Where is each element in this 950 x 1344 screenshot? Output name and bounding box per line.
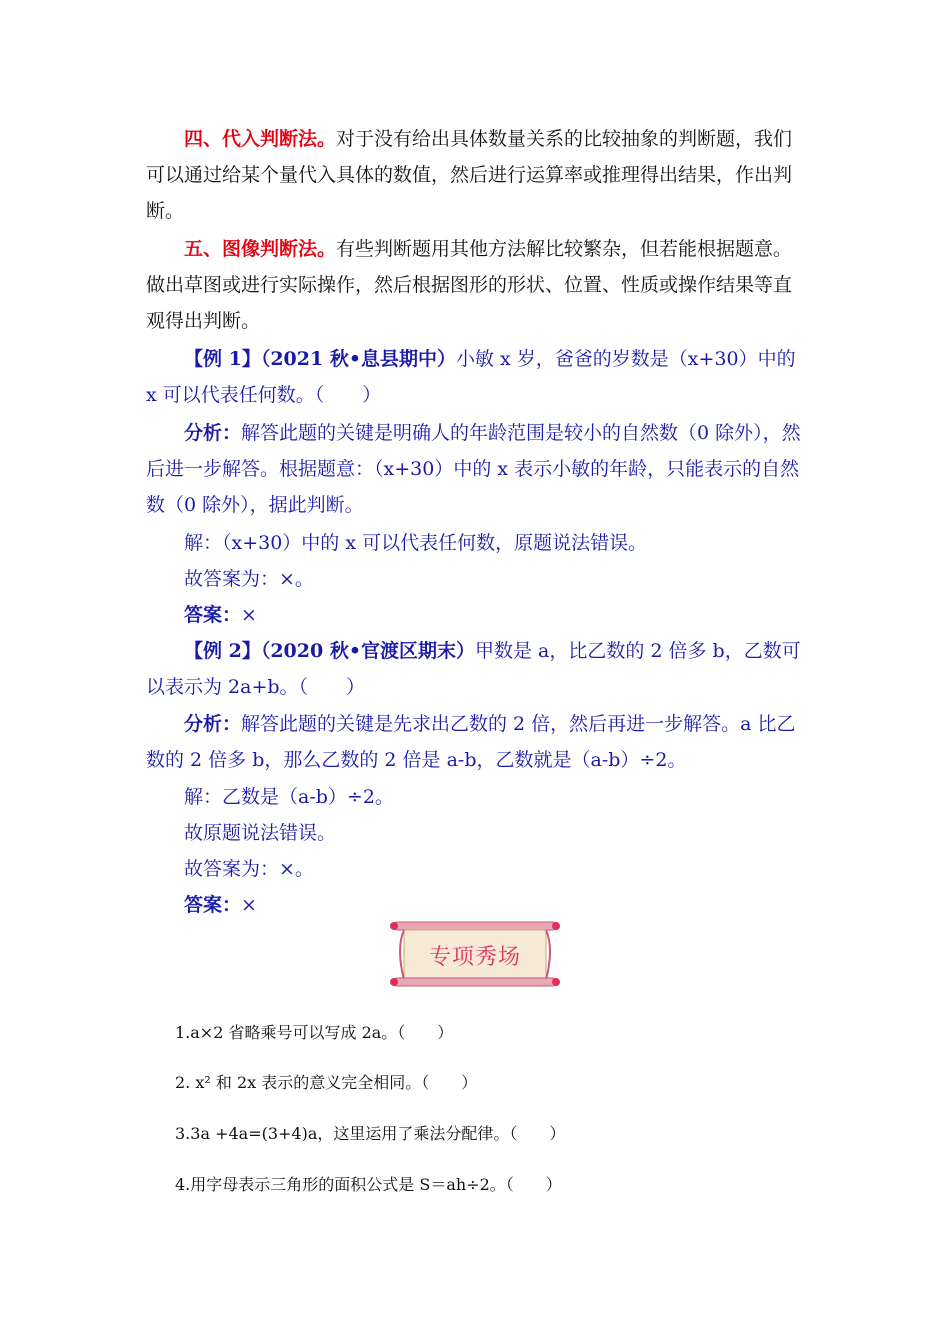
example-1-solution: 解：（x+30）中的 x 可以代表任何数，原题说法错误。: [184, 532, 648, 554]
example-1-analysis: [146, 415, 806, 523]
exercise-4: 4.用字母表示三角形的面积公式是 S＝ah÷2。（ ）: [175, 1175, 562, 1194]
example-1-answer: [184, 597, 257, 633]
example-2-question-text: 甲数是 a，比乙数的 2 倍多 b，乙数可以表示为 2a+b。（ ）: [146, 640, 801, 698]
section-4-heading: 四、代入判断法。: [184, 128, 337, 150]
example-1-answer-note: 故答案为：×。: [184, 568, 314, 590]
exercise-2: 2. x² 和 2x 表示的意义完全相同。（ ）: [175, 1073, 478, 1092]
example-2-solution: 解：乙数是（a-b）÷2。: [184, 786, 394, 808]
section-5-paragraph: [146, 231, 806, 339]
section-5-text: 有些判断题用其他方法解比较繁杂，但若能根据题意。做出草图或进行实际操作，然后根据图形的形状、位置、性质或操作结果等直观得出判断。: [146, 238, 793, 332]
banner-title: 专项秀场: [428, 945, 521, 970]
example-2-question: [146, 633, 806, 705]
example-2-answer-note: 故答案为：×。: [184, 858, 314, 880]
section-4-text: 对于没有给出具体数量关系的比较抽象的判断题，我们可以通过给某个量代入具体的数值，然后进行运算率或推理得出结果，作出判断。: [146, 128, 793, 222]
example-1-answer-label: 答案：: [184, 604, 242, 626]
example-1-label: 【例 1】（2021 秋•息县期中）: [184, 348, 456, 370]
exercise-1: 1.a×2 省略乘号可以写成 2a。（ ）: [175, 1023, 454, 1042]
example-2-analysis-label: 分析：: [184, 713, 242, 735]
example-2-answer-label: 答案：: [184, 894, 242, 916]
example-1-answer-value: ×: [241, 604, 257, 626]
section-4-paragraph: [146, 121, 806, 229]
example-1-analysis-text: 解答此题的关键是明确人的年龄范围是较小的自然数（0 除外），然后进一步解答。根据题意：（x+30）中的 x 表示小敏的年龄，只能表示的自然数（0 除外），据此判断。: [146, 422, 801, 516]
example-2-analysis: [146, 706, 806, 778]
example-1-analysis-label: 分析：: [184, 422, 242, 444]
section-5-heading: 五、图像判断法。: [184, 238, 337, 260]
example-2-label: 【例 2】（2020 秋•官渡区期末）: [184, 640, 475, 662]
example-2-answer-value: ×: [241, 894, 257, 916]
section-banner: [390, 918, 560, 990]
example-1-question: [146, 341, 806, 413]
example-2-answer: [184, 887, 257, 923]
example-1-question-text: 小敏 x 岁，爸爸的岁数是（x+30）中的 x 可以代表任何数。（ ）: [146, 348, 796, 406]
exercise-3: 3.3a +4a=(3+4)a，这里运用了乘法分配律。（ ）: [175, 1124, 566, 1143]
example-2-analysis-text: 解答此题的关键是先求出乙数的 2 倍，然后再进一步解答。a 比乙数的 2 倍多 b，那么乙数的 2 倍是 a-b，乙数就是（a-b）÷2。: [146, 713, 796, 771]
example-2-conclusion: 故原题说法错误。: [184, 822, 337, 844]
